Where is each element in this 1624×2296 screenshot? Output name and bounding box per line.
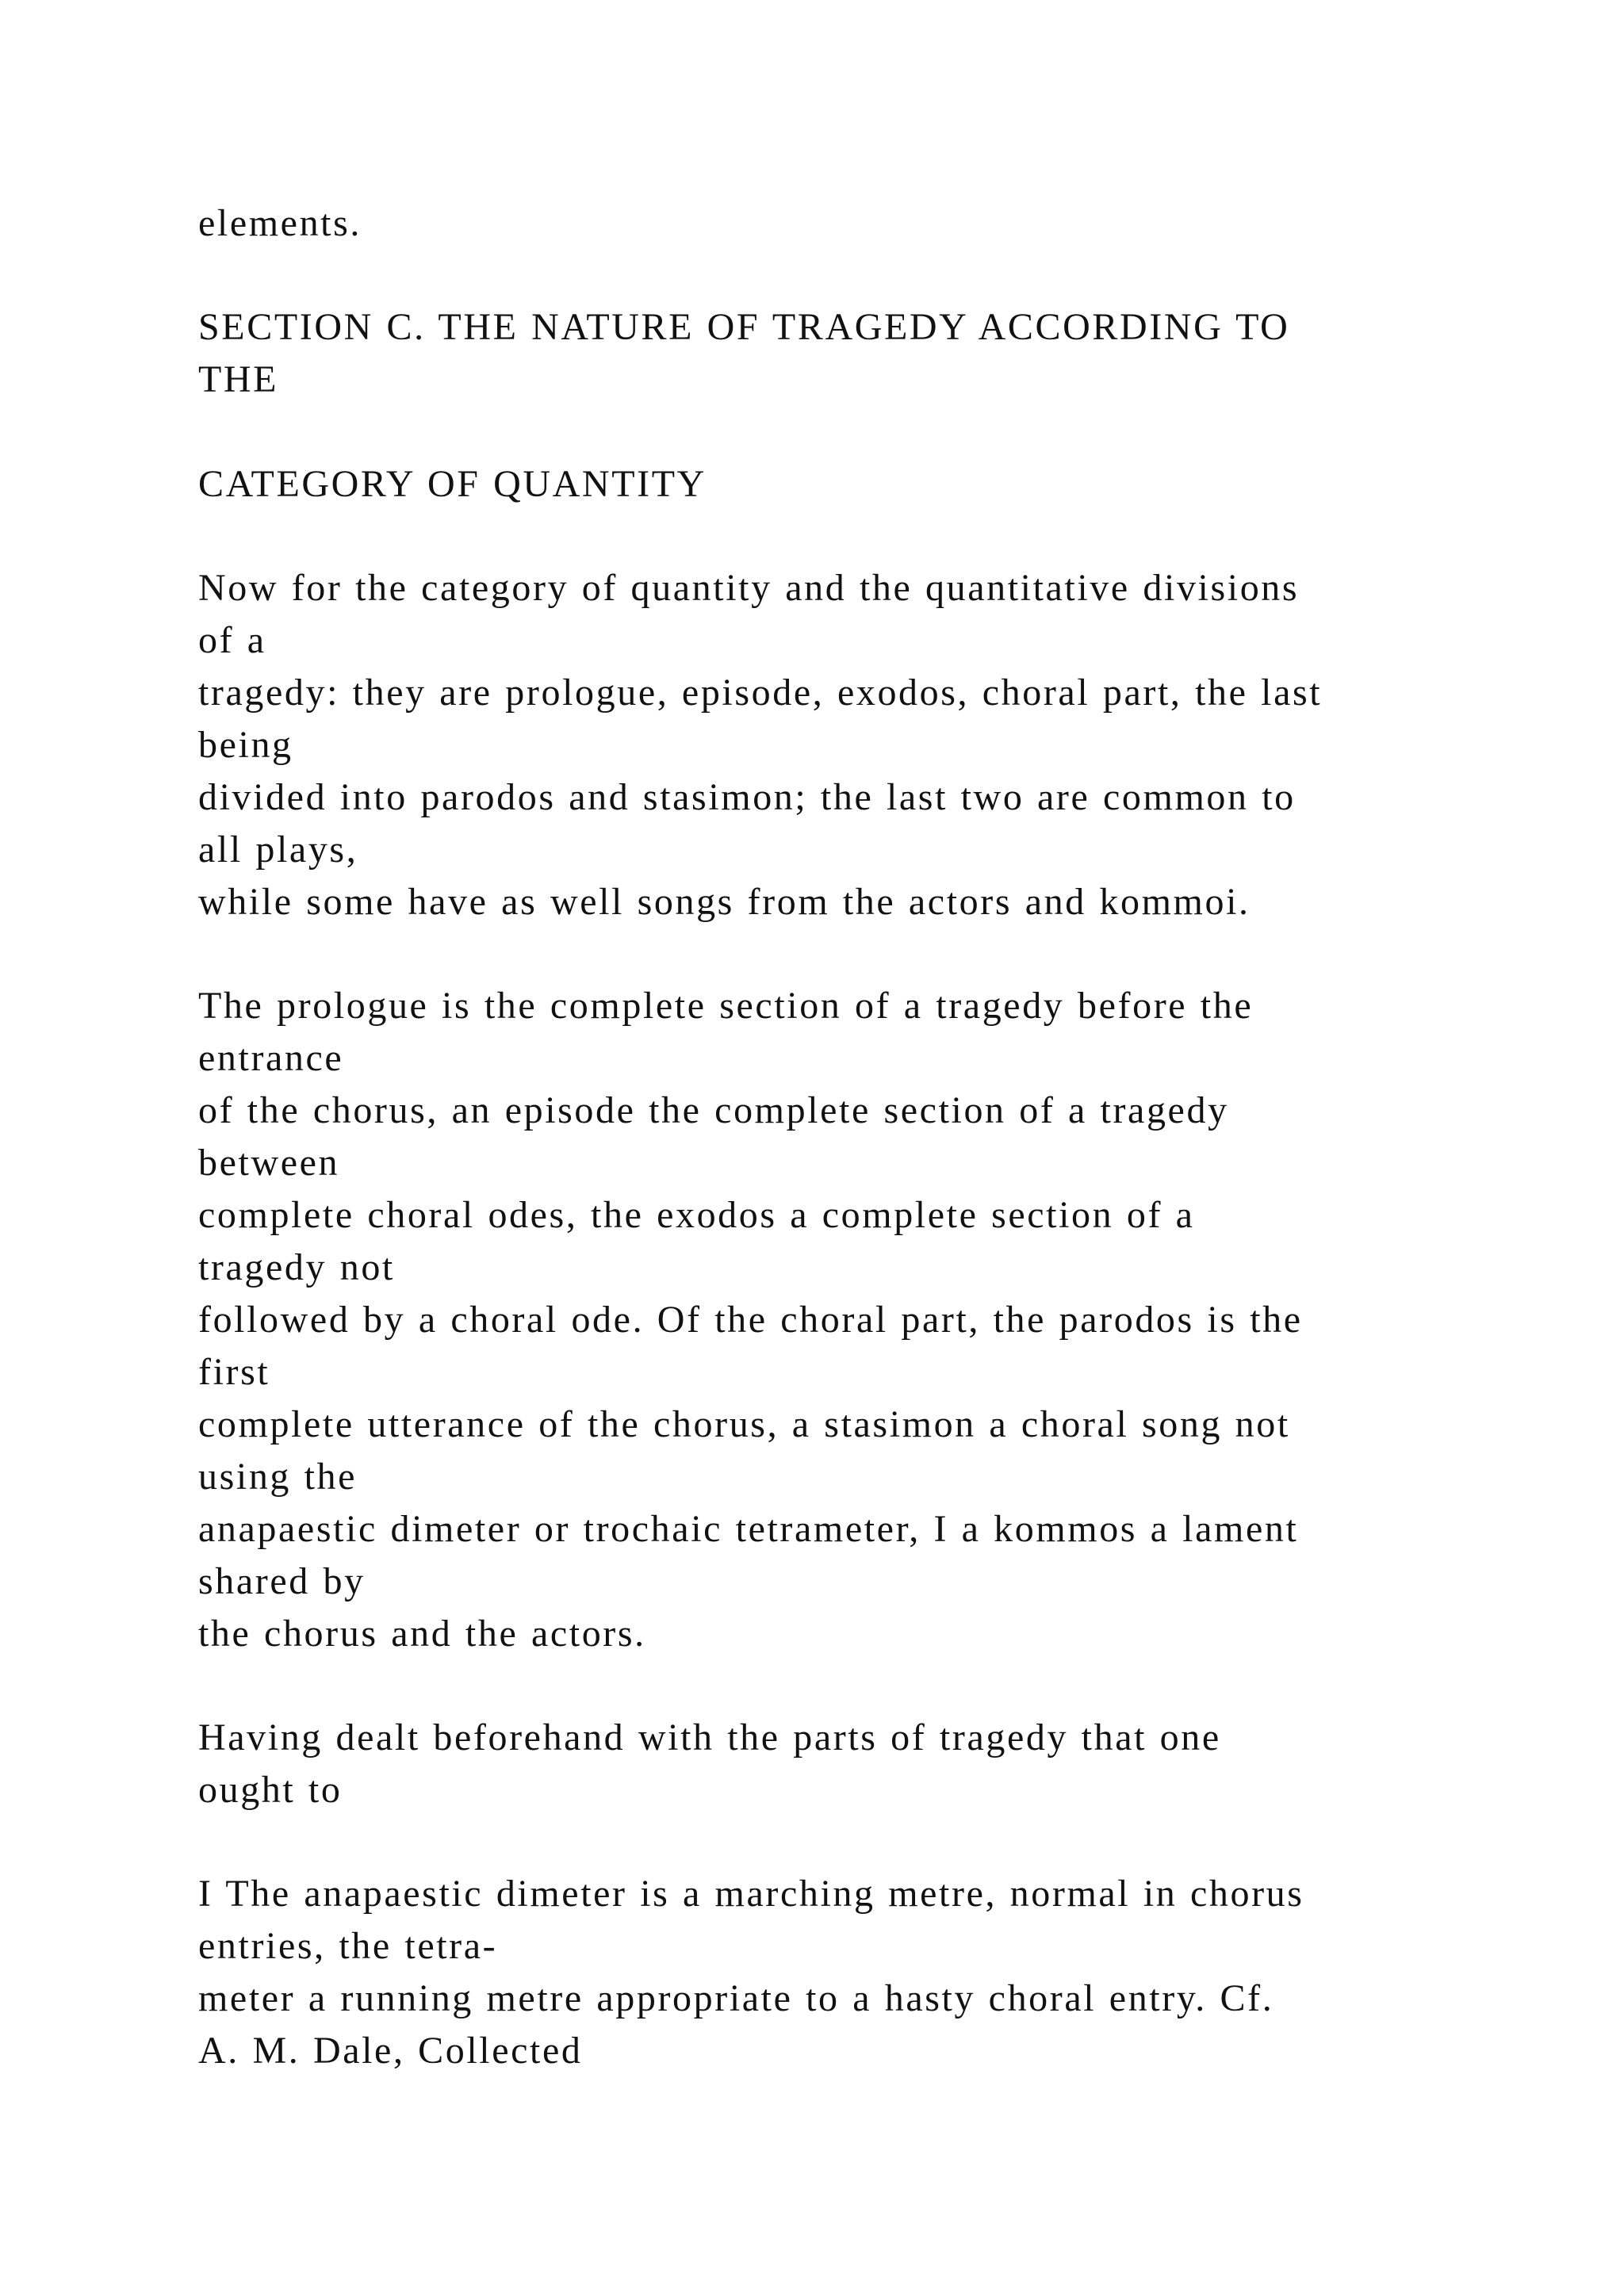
text-line: tragedy not xyxy=(198,1246,395,1288)
text-line: of the chorus, an episode the complete section of a tragedy xyxy=(198,1089,1229,1131)
text-line: ought to xyxy=(198,1769,343,1811)
text-line: shared by xyxy=(198,1560,366,1602)
text-line: followed by a choral ode. Of the choral part, the parodos is the xyxy=(198,1299,1303,1341)
section-heading: CATEGORY OF QUANTITY xyxy=(198,463,707,505)
text-line: using the xyxy=(198,1456,358,1498)
footnote-line: entries, the tetra- xyxy=(198,1925,498,1967)
text-line: of a xyxy=(198,619,266,661)
section-heading: SECTION C. THE NATURE OF TRAGEDY ACCORDING TO xyxy=(198,306,1290,348)
text-line: the chorus and the actors. xyxy=(198,1613,646,1655)
text-line: anapaestic dimeter or trochaic tetrameter, I a kommos a lament xyxy=(198,1508,1299,1550)
text-line: Now for the category of quantity and the quantitative divisions xyxy=(198,567,1300,609)
footnote-line: I The anapaestic dimeter is a marching metre, normal in chorus xyxy=(198,1873,1304,1915)
footnote-line: A. M. Dale, Collected xyxy=(198,2030,583,2072)
text-line: while some have as well songs from the actors and kommoi. xyxy=(198,881,1251,923)
text-line: elements. xyxy=(198,202,362,244)
text-line: complete choral odes, the exodos a complete section of a xyxy=(198,1194,1195,1236)
section-heading: THE xyxy=(198,358,279,400)
text-line: tragedy: they are prologue, episode, exodos, choral part, the last xyxy=(198,672,1323,714)
text-line: being xyxy=(198,724,293,766)
text-line: between xyxy=(198,1142,340,1184)
text-line: complete utterance of the chorus, a stasimon a choral song not xyxy=(198,1403,1290,1445)
text-line: divided into parodos and stasimon; the last two are common to xyxy=(198,776,1296,818)
footnote-line: meter a running metre appropriate to a hasty choral entry. Cf. xyxy=(198,1977,1274,2019)
text-line: first xyxy=(198,1351,270,1393)
text-line: entrance xyxy=(198,1037,344,1079)
text-line: all plays, xyxy=(198,828,358,871)
text-line: Having dealt beforehand with the parts of tragedy that one xyxy=(198,1716,1221,1758)
text-line: The prologue is the complete section of a tragedy before the xyxy=(198,985,1254,1027)
